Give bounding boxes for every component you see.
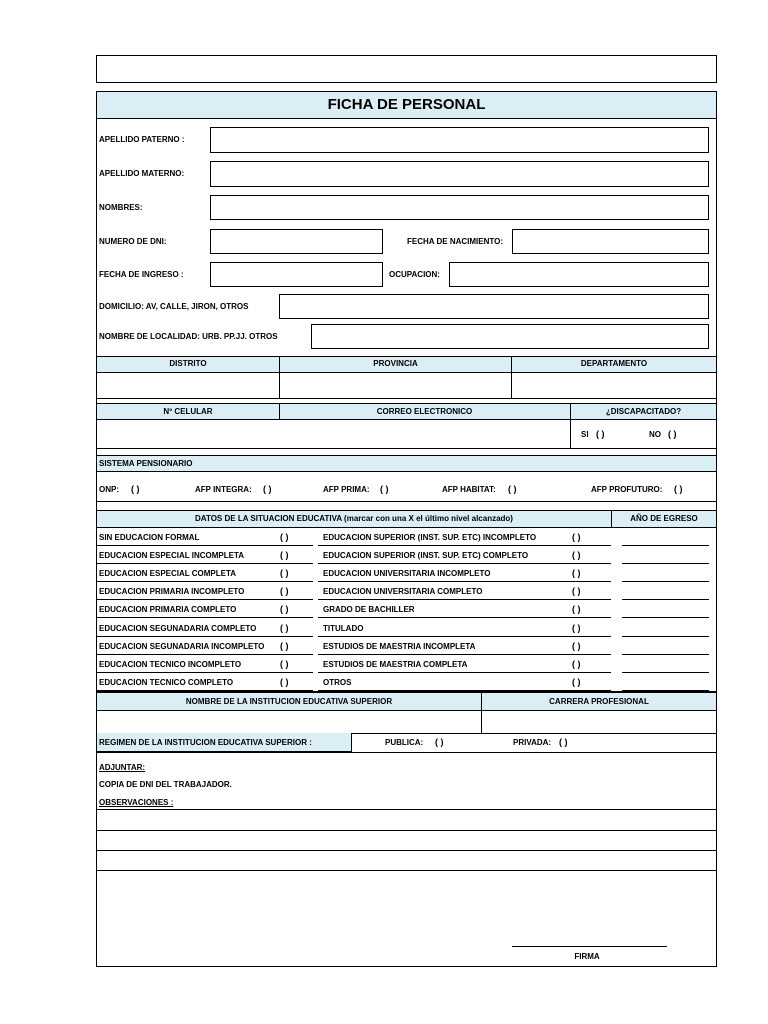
ocupacion-label: OCUPACION: (389, 270, 440, 279)
observation-input-3[interactable] (97, 851, 716, 870)
discapacitado-no-label: NO (649, 430, 661, 439)
discapacitado-si-label: SI (581, 430, 589, 439)
year-input-line[interactable] (622, 654, 709, 655)
education-right-label: EDUCACION UNIVERSITARIA COMPLETO (323, 587, 483, 596)
education-right-check[interactable]: ( ) (572, 677, 581, 687)
education-left-label: EDUCACION PRIMARIA COMPLETO (99, 605, 237, 614)
correo-header: CORREO ELECTRONICO (376, 407, 473, 416)
divider (279, 403, 280, 420)
year-input-line[interactable] (622, 581, 709, 582)
divider (318, 599, 611, 600)
year-input-line[interactable] (622, 599, 709, 600)
divider (318, 617, 611, 618)
education-left-check[interactable]: ( ) (280, 623, 289, 633)
education-right-label: ESTUDIOS DE MAESTRIA COMPLETA (323, 660, 468, 669)
education-right-check[interactable]: ( ) (572, 641, 581, 651)
education-right-check[interactable]: ( ) (572, 659, 581, 669)
afp-prima-label: AFP PRIMA: (323, 485, 370, 494)
year-input-line[interactable] (622, 563, 709, 564)
education-right-check[interactable]: ( ) (572, 586, 581, 596)
education-right-check[interactable]: ( ) (572, 532, 581, 542)
nombres-input[interactable] (210, 195, 709, 220)
education-right-label: TITULADO (323, 624, 364, 633)
observation-line (97, 870, 716, 871)
institution-name-header: NOMBRE DE LA INSTITUCION EDUCATIVA SUPERIOR (185, 697, 393, 706)
education-left-check[interactable]: ( ) (280, 604, 289, 614)
adjuntar-label: ADJUNTAR: (99, 763, 146, 772)
career-input[interactable] (482, 711, 716, 733)
education-right-label: ESTUDIOS DE MAESTRIA INCOMPLETA (323, 642, 476, 651)
education-left-label: EDUCACION ESPECIAL INCOMPLETA (99, 551, 245, 560)
education-left-label: EDUCACION TECNICO INCOMPLETO (99, 660, 242, 669)
observaciones-label: OBSERVACIONES : (99, 798, 174, 807)
education-right-label: GRADO DE BACHILLER (323, 605, 415, 614)
copia-dni-text: COPIA DE DNI DEL TRABAJADOR. (99, 780, 232, 789)
localidad-input[interactable] (311, 324, 709, 349)
education-left-label: EDUCACION TECNICO COMPLETO (99, 678, 234, 687)
domicilio-input[interactable] (279, 294, 709, 319)
apellido-paterno-label: APELLIDO PATERNO : (99, 135, 185, 144)
discapacitado-no-check[interactable]: ( ) (668, 429, 677, 439)
distrito-input[interactable] (97, 373, 279, 398)
dni-label: NUMERO DE DNI: (99, 237, 167, 246)
education-header: DATOS DE LA SITUACION EDUCATIVA (marcar con una X el último nivel alcanzado) (195, 514, 513, 523)
publica-label: PUBLICA: (385, 738, 424, 747)
divider (97, 636, 313, 637)
departamento-input[interactable] (512, 373, 716, 398)
fecha-nacimiento-label: FECHA DE NACIMIENTO: (407, 237, 503, 246)
privada-check[interactable]: ( ) (559, 737, 568, 747)
education-right-check[interactable]: ( ) (572, 604, 581, 614)
afp-integra-label: AFP INTEGRA: (195, 485, 252, 494)
year-input-line[interactable] (622, 636, 709, 637)
apellido-paterno-input[interactable] (210, 127, 709, 153)
onp-label: ONP: (99, 485, 119, 494)
signature-line (512, 946, 667, 947)
year-input-line[interactable] (622, 617, 709, 618)
onp-check[interactable]: ( ) (131, 484, 140, 494)
education-left-label: EDUCACION ESPECIAL COMPLETA (99, 569, 237, 578)
page-title: FICHA DE PERSONAL (327, 96, 486, 113)
fecha-ingreso-input[interactable] (210, 262, 383, 287)
education-right-label: EDUCACION SUPERIOR (INST. SUP. ETC) COMPLETO (323, 551, 529, 560)
divider (318, 672, 611, 673)
year-input-line[interactable] (622, 545, 709, 546)
education-left-label: EDUCACION SEGUNADARIA INCOMPLETO (99, 642, 265, 651)
fecha-nacimiento-input[interactable] (512, 229, 709, 254)
education-right-check[interactable]: ( ) (572, 550, 581, 560)
departamento-header: DEPARTAMENTO (580, 359, 648, 368)
education-right-label: EDUCACION SUPERIOR (INST. SUP. ETC) INCOMPLETO (323, 533, 537, 542)
provincia-header: PROVINCIA (373, 359, 418, 368)
celular-header: Nº CELULAR (163, 407, 213, 416)
afp-integra-check[interactable]: ( ) (263, 484, 272, 494)
discapacitado-si-check[interactable]: ( ) (596, 429, 605, 439)
education-left-label: EDUCACION SEGUNADARIA COMPLETO (99, 624, 257, 633)
divider (97, 398, 716, 399)
education-left-check[interactable]: ( ) (280, 641, 289, 651)
localidad-label: NOMBRE DE LOCALIDAD: URB. PP.JJ. OTROS (99, 332, 278, 341)
education-left-label: EDUCACION PRIMARIA INCOMPLETO (99, 587, 245, 596)
afp-habitat-label: AFP HABITAT: (442, 485, 496, 494)
dni-input[interactable] (210, 229, 383, 254)
education-right-check[interactable]: ( ) (572, 623, 581, 633)
afp-profuturo-label: AFP PROFUTURO: (591, 485, 663, 494)
divider (318, 545, 611, 546)
divider (97, 617, 313, 618)
afp-prima-check[interactable]: ( ) (380, 484, 389, 494)
apellido-materno-input[interactable] (210, 161, 709, 187)
publica-check[interactable]: ( ) (435, 737, 444, 747)
pension-title: SISTEMA PENSIONARIO (99, 459, 193, 468)
afp-profuturo-check[interactable]: ( ) (674, 484, 683, 494)
education-left-check[interactable]: ( ) (280, 550, 289, 560)
year-header: AÑO DE EGRESO (630, 514, 698, 523)
distrito-header: DISTRITO (169, 359, 207, 368)
divider (97, 563, 313, 564)
fecha-ingreso-label: FECHA DE INGRESO : (99, 270, 184, 279)
regime-label: REGIMEN DE LA INSTITUCION EDUCATIVA SUPERIOR : (99, 738, 312, 747)
divider (97, 654, 313, 655)
ocupacion-input[interactable] (449, 262, 709, 287)
apellido-materno-label: APELLIDO MATERNO: (99, 169, 185, 178)
education-left-check[interactable]: ( ) (280, 677, 289, 687)
firma-label: FIRMA (574, 952, 600, 961)
institution-name-input[interactable] (97, 711, 481, 733)
divider (97, 501, 716, 502)
education-left-check[interactable]: ( ) (280, 532, 289, 542)
divider (97, 545, 313, 546)
top-empty-box (96, 55, 717, 83)
divider (318, 654, 611, 655)
celular-correo-input[interactable] (97, 420, 570, 448)
education-right-label: EDUCACION UNIVERSITARIA INCOMPLETO (323, 569, 491, 578)
year-input-line[interactable] (622, 672, 709, 673)
education-left-check[interactable]: ( ) (280, 586, 289, 596)
education-left-check[interactable]: ( ) (280, 659, 289, 669)
divider (318, 636, 611, 637)
education-left-label: SIN EDUCACION FORMAL (99, 533, 200, 542)
provincia-input[interactable] (280, 373, 511, 398)
divider (318, 581, 611, 582)
divider (318, 563, 611, 564)
divider (97, 581, 313, 582)
career-header: CARRERA PROFESIONAL (549, 697, 649, 706)
domicilio-label: DOMICILIO: AV, CALLE, JIRON, OTROS (99, 302, 249, 311)
afp-habitat-check[interactable]: ( ) (508, 484, 517, 494)
privada-label: PRIVADA: (513, 738, 552, 747)
education-left-check[interactable]: ( ) (280, 568, 289, 578)
divider (570, 403, 571, 448)
nombres-label: NOMBRES: (99, 203, 143, 212)
education-right-label: OTROS (323, 678, 352, 687)
observation-input-1[interactable] (97, 810, 716, 830)
divider (97, 448, 716, 449)
divider (97, 599, 313, 600)
discapacitado-header: ¿DISCAPACITADO? (605, 407, 682, 416)
education-right-check[interactable]: ( ) (572, 568, 581, 578)
observation-input-2[interactable] (97, 831, 716, 850)
divider (97, 752, 716, 753)
divider (97, 672, 313, 673)
